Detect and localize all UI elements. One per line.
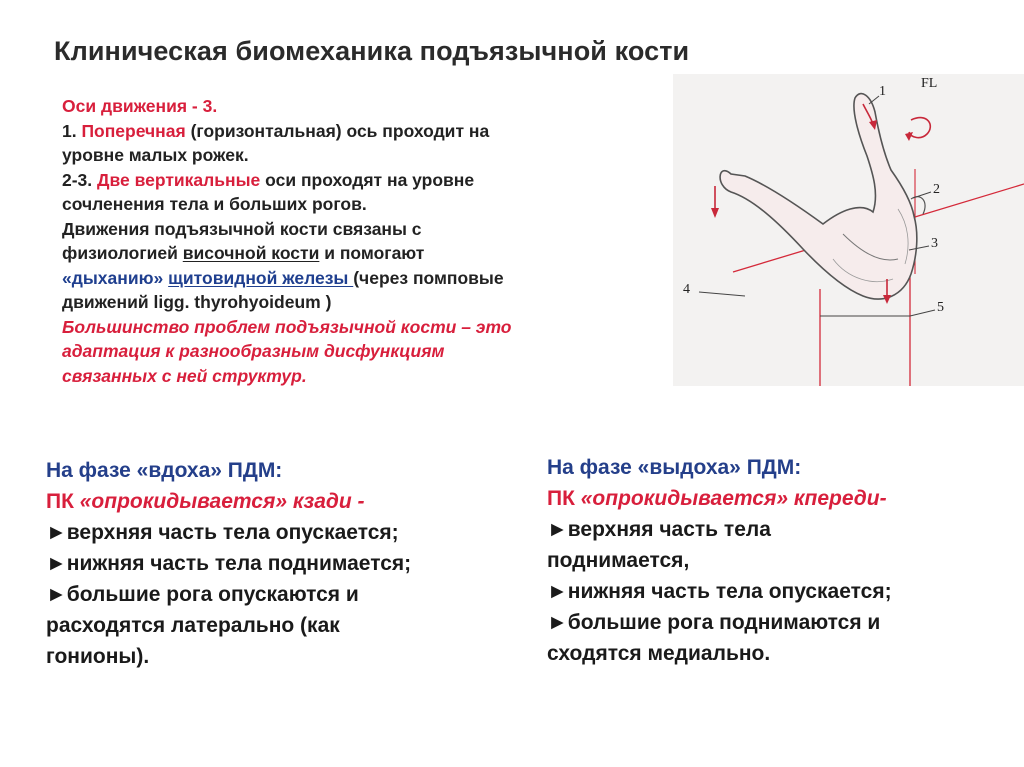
relation-line-2 bbox=[62, 241, 662, 266]
inhale-bullet-3c: гонионы). bbox=[46, 645, 150, 668]
axis-2-3-name: Две вертикальные bbox=[97, 169, 261, 190]
problems-line-2: адаптация к разнообразным дисфункциям bbox=[62, 341, 445, 361]
exhale-phase-block bbox=[547, 452, 892, 669]
label-1: 1 bbox=[879, 84, 886, 99]
inhale-bullet-3b: расходятся латерально (как bbox=[46, 614, 340, 637]
hyoid-bone-illustration bbox=[673, 74, 1024, 386]
inhale-pk-motion: «опрокидывается» кзади - bbox=[79, 490, 365, 513]
exhale-bullet-3b: сходятся медиально. bbox=[547, 642, 771, 665]
inhale-bullet-3a: ►большие рога опускаются и bbox=[46, 583, 359, 606]
hyoid-bone-outline bbox=[720, 94, 917, 299]
exhale-pk-motion: «опрокидывается» кпереди- bbox=[580, 487, 887, 510]
intro-text bbox=[62, 94, 662, 388]
exhale-pk-label: ПК bbox=[547, 487, 581, 510]
inhale-pk-label: ПК bbox=[46, 490, 80, 513]
relation-line-1: Движения подъязычной кости связаны с bbox=[62, 218, 422, 239]
label-5: 5 bbox=[937, 300, 944, 315]
arrow-down-body-head bbox=[883, 295, 891, 304]
axes-heading: Оси движения - 3. bbox=[62, 96, 218, 116]
axis-1-name: Поперечная bbox=[81, 120, 186, 141]
inhale-pk-line bbox=[46, 486, 411, 517]
hyoid-bone-diagram bbox=[673, 74, 1024, 386]
leader-4 bbox=[699, 292, 745, 296]
axis-1-number: 1. bbox=[62, 120, 82, 141]
axis-1-line bbox=[62, 119, 662, 144]
axis-2-3-desc: оси проходят на уровне bbox=[260, 169, 475, 190]
exhale-heading: На фазе «выдоха» ПДМ: bbox=[547, 456, 802, 479]
label-fl: FL bbox=[921, 76, 938, 91]
exhale-bullet-3a: ►большие рога поднимаются и bbox=[547, 611, 881, 634]
exhale-bullet-2: ►нижняя часть тела опускается; bbox=[547, 580, 892, 603]
axis-2-3-line-cont: сочленения тела и больших рогов. bbox=[62, 194, 367, 214]
relation-line-3 bbox=[62, 266, 662, 291]
temporal-bone-link: височной кости bbox=[182, 243, 320, 263]
problems-line-3: связанных с ней структур. bbox=[62, 365, 307, 386]
inhale-bullet-2: ►нижняя часть тела поднимается; bbox=[46, 552, 412, 575]
inhale-phase-block bbox=[46, 455, 411, 672]
leader-5b bbox=[910, 310, 935, 316]
relation-line-4: движений ligg. thyrohyoideum ) bbox=[62, 292, 332, 312]
axis-1-desc: (горизонтальная) ось проходит на bbox=[185, 120, 490, 141]
relation-text: физиологией bbox=[62, 243, 183, 263]
relation-text-2: и помогают bbox=[319, 243, 425, 263]
breathing-text: «дыханию» bbox=[62, 267, 164, 288]
thyroid-link: щитовидной железы bbox=[168, 267, 354, 288]
pump-text: (через помповые bbox=[353, 267, 504, 288]
label-2: 2 bbox=[933, 182, 940, 197]
exhale-bullet-1b: поднимается, bbox=[547, 549, 690, 572]
axis-1-line-cont: уровне малых рожек. bbox=[62, 145, 249, 165]
exhale-bullet-1a: ►верхняя часть тела bbox=[547, 518, 771, 541]
rotation-arrow bbox=[909, 118, 930, 138]
label-3: 3 bbox=[931, 236, 938, 251]
leader-2 bbox=[913, 192, 931, 198]
exhale-pk-line bbox=[547, 483, 892, 514]
axis-2-3-number: 2-3. bbox=[62, 169, 98, 190]
axis-2-3-line bbox=[62, 168, 662, 193]
label-4: 4 bbox=[683, 282, 690, 297]
inhale-heading: На фазе «вдоха» ПДМ: bbox=[46, 459, 283, 482]
arrow-down-left-head bbox=[711, 208, 719, 218]
page-title: Клиническая биомеханика подъязычной кости bbox=[54, 36, 690, 66]
inhale-bullet-1: ►верхняя часть тела опускается; bbox=[46, 521, 399, 544]
problems-line-1: Большинство проблем подъязычной кости – это bbox=[62, 316, 512, 337]
